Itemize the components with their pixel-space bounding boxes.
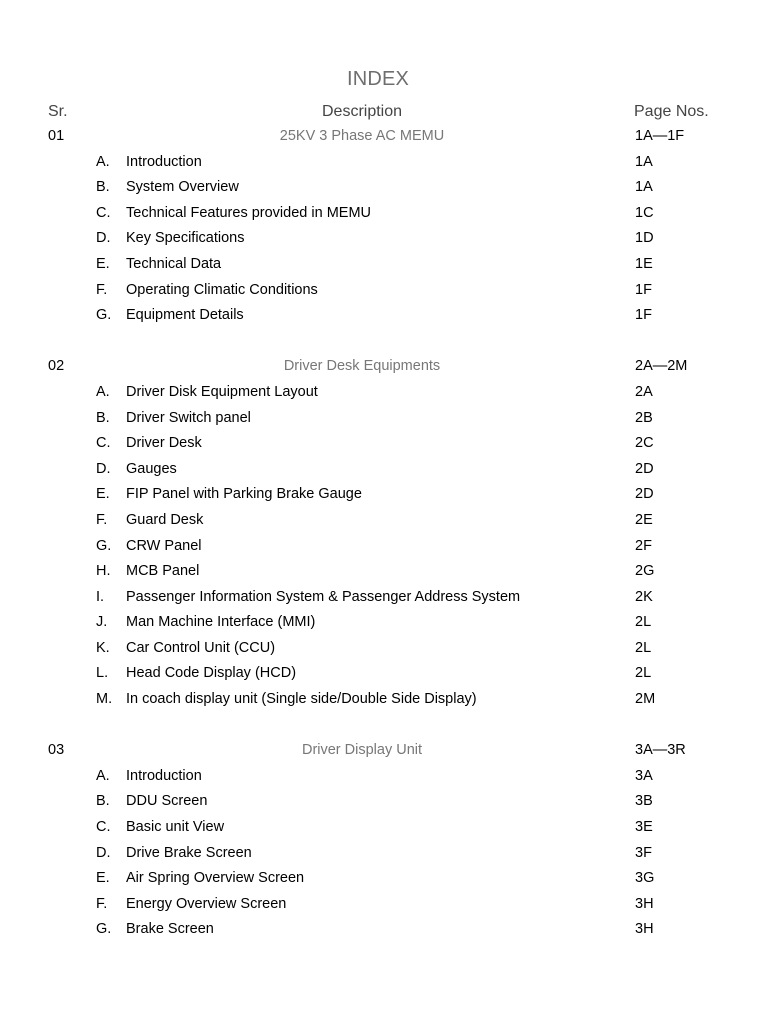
- index-item-row: [0, 303, 768, 329]
- section-title: Driver Display Unit: [301, 742, 423, 759]
- item-page-number: 1A: [635, 179, 653, 196]
- item-label: Brake Screen: [126, 921, 214, 938]
- index-item-row: [0, 764, 768, 790]
- index-item-row: [0, 636, 768, 662]
- item-page-number: 3H: [635, 895, 654, 912]
- index-item-row: [0, 610, 768, 636]
- index-item-row: [0, 789, 768, 815]
- item-label: Introduction: [126, 767, 202, 784]
- item-letter: D.: [96, 230, 111, 247]
- index-item-row: [0, 661, 768, 687]
- item-letter: K.: [96, 639, 110, 656]
- header-page-nos: Page Nos.: [634, 103, 709, 120]
- index-item-row: [0, 431, 768, 457]
- item-label: System Overview: [126, 179, 239, 196]
- item-label: MCB Panel: [126, 563, 200, 580]
- item-page-number: 2C: [635, 435, 654, 452]
- item-label: Driver Switch panel: [126, 409, 251, 426]
- section-row: [0, 124, 768, 150]
- item-letter: M.: [96, 691, 113, 708]
- item-page-number: 1C: [635, 204, 654, 221]
- index-item-row: [0, 841, 768, 867]
- item-label: Guard Desk: [126, 511, 204, 528]
- item-letter: J.: [96, 614, 108, 631]
- index-item-row: [0, 534, 768, 560]
- item-letter: E.: [96, 486, 110, 503]
- item-page-number: 1A: [635, 153, 653, 170]
- item-page-number: 2F: [635, 537, 652, 554]
- item-label: Passenger Information System & Passenger Address System: [126, 588, 521, 605]
- item-page-number: 3E: [635, 819, 653, 836]
- item-label: Gauges: [126, 460, 177, 477]
- item-letter: C.: [96, 204, 111, 221]
- item-label: Energy Overview Screen: [126, 895, 287, 912]
- item-letter: D.: [96, 460, 111, 477]
- index-item-row: [0, 892, 768, 918]
- item-label: Technical Data: [126, 255, 222, 272]
- item-page-number: 2L: [635, 665, 652, 682]
- item-page-number: 2L: [635, 639, 652, 656]
- item-page-number: 2G: [635, 563, 655, 580]
- index-item-row: [0, 252, 768, 278]
- section-number: 02: [48, 358, 65, 375]
- section-page-range: 2A—2M: [635, 358, 688, 375]
- item-letter: D.: [96, 844, 111, 861]
- index-item-row: [0, 585, 768, 611]
- item-label: Head Code Display (HCD): [126, 665, 297, 682]
- item-letter: F.: [96, 511, 108, 528]
- item-page-number: 3B: [635, 793, 653, 810]
- item-page-number: 2D: [635, 486, 654, 503]
- index-item-row: [0, 406, 768, 432]
- item-letter: L.: [96, 665, 109, 682]
- item-label: Drive Brake Screen: [126, 844, 252, 861]
- item-page-number: 1F: [635, 281, 652, 298]
- item-letter: G.: [96, 307, 112, 324]
- item-label: DDU Screen: [126, 793, 208, 810]
- item-letter: F.: [96, 895, 108, 912]
- item-letter: B.: [96, 793, 110, 810]
- item-label: Key Specifications: [126, 230, 245, 247]
- section-title: Driver Desk Equipments: [283, 358, 441, 375]
- section-number: 03: [48, 742, 65, 759]
- item-page-number: 2A: [635, 383, 653, 400]
- item-page-number: 2E: [635, 511, 653, 528]
- index-item-row: [0, 866, 768, 892]
- header-sr: Sr.: [48, 103, 68, 120]
- item-page-number: 2B: [635, 409, 653, 426]
- section-row: [0, 354, 768, 380]
- item-label: Operating Climatic Conditions: [126, 281, 318, 298]
- item-letter: G.: [96, 537, 112, 554]
- section-spacer: [0, 329, 768, 355]
- index-item-row: [0, 559, 768, 585]
- section-row: [0, 738, 768, 764]
- item-letter: C.: [96, 435, 111, 452]
- index-item-row: [0, 457, 768, 483]
- item-label: In coach display unit (Single side/Double Side Display): [126, 691, 477, 708]
- item-label: Equipment Details: [126, 307, 244, 324]
- item-letter: G.: [96, 921, 112, 938]
- index-item-row: [0, 278, 768, 304]
- item-page-number: 1E: [635, 255, 653, 272]
- index-item-row: [0, 482, 768, 508]
- index-item-row: [0, 175, 768, 201]
- item-page-number: 2K: [635, 588, 653, 605]
- item-letter: A.: [96, 767, 110, 784]
- page-title: INDEX: [346, 68, 410, 90]
- item-letter: B.: [96, 179, 110, 196]
- index-item-row: [0, 150, 768, 176]
- item-letter: E.: [96, 870, 110, 887]
- section-title: 25KV 3 Phase AC MEMU: [279, 128, 445, 144]
- item-letter: E.: [96, 255, 110, 272]
- item-label: FIP Panel with Parking Brake Gauge: [126, 486, 362, 503]
- item-letter: I.: [96, 588, 105, 605]
- index-item-row: [0, 687, 768, 713]
- item-label: Driver Disk Equipment Layout: [126, 383, 318, 400]
- item-label: Basic unit View: [126, 819, 225, 836]
- item-letter: C.: [96, 819, 111, 836]
- index-item-row: [0, 917, 768, 943]
- item-page-number: 3H: [635, 921, 654, 938]
- item-letter: B.: [96, 409, 110, 426]
- item-letter: A.: [96, 153, 110, 170]
- item-page-number: 2L: [635, 614, 652, 631]
- item-page-number: 3A: [635, 767, 653, 784]
- item-page-number: 3F: [635, 844, 652, 861]
- item-label: CRW Panel: [126, 537, 202, 554]
- item-label: Driver Desk: [126, 435, 202, 452]
- item-page-number: 2D: [635, 460, 654, 477]
- item-letter: H.: [96, 563, 111, 580]
- item-letter: A.: [96, 383, 110, 400]
- item-page-number: 2M: [635, 691, 656, 708]
- item-page-number: 3G: [635, 870, 655, 887]
- item-label: Air Spring Overview Screen: [126, 870, 305, 887]
- section-spacer: [0, 713, 768, 739]
- item-label: Man Machine Interface (MMI): [126, 614, 316, 631]
- item-page-number: 1D: [635, 230, 654, 247]
- index-item-row: [0, 380, 768, 406]
- index-table: [0, 124, 768, 943]
- index-item-row: [0, 201, 768, 227]
- section-number: 01: [48, 128, 65, 144]
- section-page-range: 1A—1F: [635, 128, 685, 144]
- index-item-row: [0, 508, 768, 534]
- section-page-range: 3A—3R: [635, 742, 686, 759]
- index-item-row: [0, 226, 768, 252]
- item-page-number: 1F: [635, 307, 652, 324]
- item-label: Car Control Unit (CCU): [126, 639, 276, 656]
- item-label: Technical Features provided in MEMU: [126, 204, 371, 221]
- item-label: Introduction: [126, 153, 202, 170]
- header-description: Description: [321, 103, 403, 120]
- index-item-row: [0, 815, 768, 841]
- item-letter: F.: [96, 281, 108, 298]
